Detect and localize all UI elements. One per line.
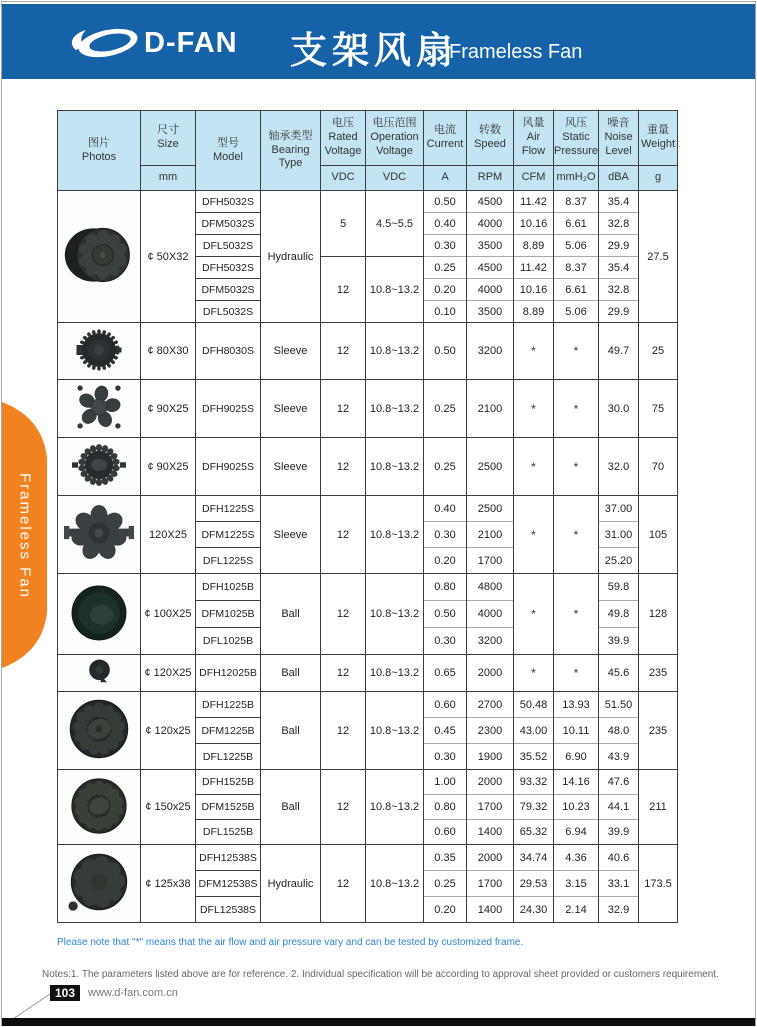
model-cell: DFH1225S [196, 496, 261, 522]
bearing-cell: Hydraulic [261, 845, 321, 923]
operation-voltage-cell: 10.8~13.2 [366, 655, 424, 692]
airflow-cell: * [514, 496, 554, 574]
airflow-cell: 11.42 [514, 257, 554, 279]
weight-cell: 211 [639, 770, 678, 845]
pressure-cell: 6.61 [554, 213, 599, 235]
model-cell: DFM1225B [196, 718, 261, 744]
current-cell: 0.40 [424, 496, 467, 522]
column-header-weight: 重量 Weight [639, 111, 678, 166]
operation-voltage-cell: 10.8~13.2 [366, 323, 424, 380]
model-cell: DFL12538S [196, 897, 261, 923]
current-cell: 0.30 [424, 522, 467, 548]
pressure-cell: * [554, 655, 599, 692]
model-cell: DFL1525B [196, 820, 261, 845]
current-cell: 0.30 [424, 235, 467, 257]
size-cell: ¢ 150x25 [141, 770, 196, 845]
table-row [58, 845, 678, 871]
model-cell: DFM5032S [196, 279, 261, 301]
round-finned-fan-photo [72, 438, 126, 492]
speed-cell: 2100 [467, 380, 514, 438]
airflow-cell: 10.16 [514, 213, 554, 235]
weight-cell: 75 [639, 380, 678, 438]
airflow-cell: 50.48 [514, 692, 554, 718]
noise-cell: 44.1 [599, 795, 639, 820]
operation-voltage-cell: 10.8~13.2 [366, 692, 424, 770]
side-tab-label: Frameless Fan [16, 472, 34, 600]
model-cell: DFM12538S [196, 871, 261, 897]
table-row [58, 380, 678, 438]
table-row [58, 191, 678, 213]
pressure-cell: * [554, 380, 599, 438]
pressure-cell: 5.06 [554, 235, 599, 257]
rated-voltage-cell: 12 [321, 655, 366, 692]
speed-cell: 1700 [467, 548, 514, 574]
brand-name: D-FAN [144, 26, 238, 59]
airflow-cell: * [514, 655, 554, 692]
operation-voltage-cell: 10.8~13.2 [366, 380, 424, 438]
model-cell: DFL5032S [196, 235, 261, 257]
page-title-en: Frameless Fan [449, 41, 583, 63]
weight-cell: 25 [639, 323, 678, 380]
airflow-cell: 34.74 [514, 845, 554, 871]
unit-air-flow: CFM [514, 166, 554, 191]
weight-cell: 235 [639, 692, 678, 770]
weight-cell: 27.5 [639, 191, 678, 323]
unit-noise-level: dBA [599, 166, 639, 191]
pressure-cell: 5.06 [554, 301, 599, 323]
dome-fan-photo [63, 577, 135, 649]
model-cell: DFH1525B [196, 770, 261, 795]
pressure-cell: * [554, 323, 599, 380]
airflow-cell: 8.89 [514, 235, 554, 257]
airflow-cell: 11.42 [514, 191, 554, 213]
rated-voltage-cell: 12 [321, 438, 366, 496]
size-cell: ¢ 120X25 [141, 655, 196, 692]
pressure-cell: 14.16 [554, 770, 599, 795]
current-cell: 1.00 [424, 770, 467, 795]
rated-voltage-cell: 12 [321, 380, 366, 438]
speed-cell: 1400 [467, 897, 514, 923]
current-cell: 0.25 [424, 438, 467, 496]
pressure-cell: 10.11 [554, 718, 599, 744]
operation-voltage-cell: 10.8~13.2 [366, 257, 424, 323]
airflow-cell: 35.52 [514, 744, 554, 770]
current-cell: 0.25 [424, 257, 467, 279]
model-cell: DFH5032S [196, 257, 261, 279]
size-cell: ¢ 120x25 [141, 692, 196, 770]
airflow-cell: * [514, 438, 554, 496]
airflow-cell: 93.32 [514, 770, 554, 795]
speed-cell: 4000 [467, 213, 514, 235]
fan-photo-cell [58, 692, 141, 770]
current-cell: 0.30 [424, 744, 467, 770]
pressure-cell: 8.37 [554, 257, 599, 279]
star-note: Please note that "*" means that the air flow and air pressure vary and can be tested by customized frame. [57, 937, 524, 948]
current-cell: 0.10 [424, 301, 467, 323]
pressure-cell: * [554, 438, 599, 496]
speed-cell: 2000 [467, 845, 514, 871]
current-cell: 0.25 [424, 871, 467, 897]
rated-voltage-cell: 12 [321, 574, 366, 655]
unit-size: mm [141, 166, 196, 191]
operation-voltage-cell: 10.8~13.2 [366, 438, 424, 496]
swirl-blade-fan-photo [62, 845, 136, 919]
speed-cell: 3500 [467, 301, 514, 323]
column-header-photos: 图片 Photos [58, 111, 141, 191]
airflow-cell: 24.30 [514, 897, 554, 923]
pressure-cell: 6.94 [554, 820, 599, 845]
current-cell: 0.35 [424, 845, 467, 871]
bearing-cell: Sleeve [261, 380, 321, 438]
noise-cell: 32.8 [599, 279, 639, 301]
operation-voltage-cell: 10.8~13.2 [366, 845, 424, 923]
pressure-cell: 6.61 [554, 279, 599, 301]
current-cell: 0.80 [424, 574, 467, 601]
column-header-bearing-type: 轴承类型 Bearing Type [261, 111, 321, 191]
speed-cell: 2000 [467, 770, 514, 795]
header-banner [2, 4, 755, 79]
rated-voltage-cell: 12 [321, 845, 366, 923]
speed-cell: 1900 [467, 744, 514, 770]
noise-cell: 45.6 [599, 655, 639, 692]
bearing-cell: Hydraulic [261, 191, 321, 323]
speed-cell: 4000 [467, 601, 514, 628]
fan-spec-table [57, 110, 678, 923]
size-cell: ¢ 80X30 [141, 323, 196, 380]
noise-cell: 35.4 [599, 191, 639, 213]
unit-operation-voltage: VDC [366, 166, 424, 191]
model-cell: DFL5032S [196, 301, 261, 323]
airflow-cell: 10.16 [514, 279, 554, 301]
airflow-cell: * [514, 574, 554, 655]
speed-cell: 1700 [467, 871, 514, 897]
website-url: www.d-fan.com.cn [88, 987, 178, 999]
weight-cell: 235 [639, 655, 678, 692]
operation-voltage-cell: 10.8~13.2 [366, 770, 424, 845]
axial-5-blade-fan-photo [72, 380, 126, 434]
side-tab [2, 402, 50, 670]
noise-cell: 40.6 [599, 845, 639, 871]
weight-cell: 128 [639, 574, 678, 655]
column-header-air-flow: 风量 Air Flow [514, 111, 554, 166]
general-note: Notes:1. The parameters listed above are for reference. 2. Individual specification will be according to approval sheet provided or customers requirement. [42, 969, 719, 980]
speed-cell: 2500 [467, 496, 514, 522]
speed-cell: 3200 [467, 323, 514, 380]
noise-cell: 35.4 [599, 257, 639, 279]
column-header-model: 型号 Model [196, 111, 261, 191]
current-cell: 0.50 [424, 323, 467, 380]
rated-voltage-cell: 12 [321, 323, 366, 380]
airflow-cell: 65.32 [514, 820, 554, 845]
pressure-cell: 2.14 [554, 897, 599, 923]
current-cell: 0.45 [424, 718, 467, 744]
model-cell: DFH9025S [196, 380, 261, 438]
noise-cell: 49.8 [599, 601, 639, 628]
speed-cell: 3500 [467, 235, 514, 257]
noise-cell: 37.00 [599, 496, 639, 522]
rated-voltage-cell: 12 [321, 257, 366, 323]
pressure-cell: 4.36 [554, 845, 599, 871]
rated-voltage-cell: 12 [321, 692, 366, 770]
airflow-cell: 8.89 [514, 301, 554, 323]
current-cell: 0.65 [424, 655, 467, 692]
unit-speed: RPM [467, 166, 514, 191]
fan-photo-cell [58, 191, 141, 323]
model-cell: DFH5032S [196, 191, 261, 213]
operation-voltage-cell: 10.8~13.2 [366, 574, 424, 655]
model-cell: DFH9025S [196, 438, 261, 496]
current-cell: 0.60 [424, 692, 467, 718]
pressure-cell: 6.90 [554, 744, 599, 770]
logo-swoosh-icon [70, 24, 142, 62]
bottom-bar [2, 1018, 755, 1026]
noise-cell: 30.0 [599, 380, 639, 438]
noise-cell: 51.50 [599, 692, 639, 718]
current-cell: 0.25 [424, 380, 467, 438]
blower-fan-photo [74, 325, 124, 375]
noise-cell: 49.7 [599, 323, 639, 380]
column-header-rated-voltage: 电压 Rated Voltage [321, 111, 366, 166]
noise-cell: 29.9 [599, 301, 639, 323]
model-cell: DFH12538S [196, 845, 261, 871]
brand-logo [70, 24, 238, 62]
fan-photo-cell [58, 438, 141, 496]
pressure-cell: 13.93 [554, 692, 599, 718]
round-fan-with-foot-photo [83, 655, 116, 688]
airflow-cell: 29.53 [514, 871, 554, 897]
column-header-current: 电流 Current [424, 111, 467, 166]
pressure-cell: 3.15 [554, 871, 599, 897]
noise-cell: 39.9 [599, 820, 639, 845]
current-cell: 0.50 [424, 601, 467, 628]
current-cell: 0.20 [424, 279, 467, 301]
large-impeller-fan-2-photo [65, 772, 133, 840]
table-row [58, 692, 678, 718]
noise-cell: 32.0 [599, 438, 639, 496]
model-cell: DFH1225B [196, 692, 261, 718]
speed-cell: 4800 [467, 574, 514, 601]
bearing-cell: Ball [261, 655, 321, 692]
page-number: 103 [50, 985, 80, 1001]
operation-voltage-cell: 10.8~13.2 [366, 496, 424, 574]
bearing-cell: Sleeve [261, 438, 321, 496]
model-cell: DFH1025B [196, 574, 261, 601]
speed-cell: 2500 [467, 438, 514, 496]
fan-photo-cell [58, 323, 141, 380]
noise-cell: 29.9 [599, 235, 639, 257]
size-cell: ¢ 90X25 [141, 380, 196, 438]
table-row [58, 496, 678, 522]
speed-cell: 2100 [467, 522, 514, 548]
noise-cell: 59.8 [599, 574, 639, 601]
current-cell: 0.20 [424, 897, 467, 923]
fan-photo-cell [58, 770, 141, 845]
noise-cell: 33.1 [599, 871, 639, 897]
current-cell: 0.60 [424, 820, 467, 845]
noise-cell: 48.0 [599, 718, 639, 744]
column-header-size: 尺寸 Size [141, 111, 196, 166]
speed-cell: 3200 [467, 628, 514, 655]
bearing-cell: Sleeve [261, 323, 321, 380]
model-cell: DFM1225S [196, 522, 261, 548]
table-row [58, 438, 678, 496]
model-cell: DFL1225S [196, 548, 261, 574]
unit-static-pressure: mmH₂O [554, 166, 599, 191]
current-cell: 0.80 [424, 795, 467, 820]
size-cell: ¢ 100X25 [141, 574, 196, 655]
weight-cell: 105 [639, 496, 678, 574]
speed-cell: 4000 [467, 279, 514, 301]
column-header-speed: 转数 Speed [467, 111, 514, 166]
speed-cell: 1700 [467, 795, 514, 820]
column-header-static-pressure: 风压 Static Pressure [554, 111, 599, 166]
rated-voltage-cell: 12 [321, 496, 366, 574]
speed-cell: 4500 [467, 191, 514, 213]
table-row [58, 323, 678, 380]
page-title-cn: 支架风扇 [290, 30, 458, 71]
noise-cell: 31.00 [599, 522, 639, 548]
model-cell: DFH8030S [196, 323, 261, 380]
pressure-cell: * [554, 574, 599, 655]
noise-cell: 39.9 [599, 628, 639, 655]
speed-cell: 2700 [467, 692, 514, 718]
centrifugal-drum-fan-photo [61, 217, 137, 293]
size-cell: ¢ 50X32 [141, 191, 196, 323]
bearing-cell: Ball [261, 692, 321, 770]
model-cell: DFM5032S [196, 213, 261, 235]
rated-voltage-cell: 12 [321, 770, 366, 845]
weight-cell: 173.5 [639, 845, 678, 923]
model-cell: DFM1525B [196, 795, 261, 820]
column-header-operation-voltage: 电压范围 Operation Voltage [366, 111, 424, 166]
rated-voltage-cell: 5 [321, 191, 366, 257]
bearing-cell: Ball [261, 770, 321, 845]
model-cell: DFL1225B [196, 744, 261, 770]
current-cell: 0.20 [424, 548, 467, 574]
airflow-cell: * [514, 323, 554, 380]
fan-photo-cell [58, 380, 141, 438]
large-impeller-fan-photo [63, 693, 135, 765]
model-cell: DFH12025B [196, 655, 261, 692]
bearing-cell: Ball [261, 574, 321, 655]
unit-current: A [424, 166, 467, 191]
current-cell: 0.30 [424, 628, 467, 655]
current-cell: 0.40 [424, 213, 467, 235]
table-row [58, 574, 678, 601]
table-row [58, 770, 678, 795]
size-cell: 120X25 [141, 496, 196, 574]
noise-cell: 32.8 [599, 213, 639, 235]
pressure-cell: * [554, 496, 599, 574]
pressure-cell: 10.23 [554, 795, 599, 820]
unit-rated-voltage: VDC [321, 166, 366, 191]
size-cell: ¢ 125x38 [141, 845, 196, 923]
noise-cell: 43.9 [599, 744, 639, 770]
model-cell: DFM1025B [196, 601, 261, 628]
fan-photo-cell [58, 574, 141, 655]
size-cell: ¢ 90X25 [141, 438, 196, 496]
bearing-cell: Sleeve [261, 496, 321, 574]
axial-7-blade-fan-photo [64, 498, 134, 568]
unit-weight: g [639, 166, 678, 191]
airflow-cell: * [514, 380, 554, 438]
speed-cell: 2000 [467, 655, 514, 692]
noise-cell: 32.9 [599, 897, 639, 923]
table-row [58, 655, 678, 692]
airflow-cell: 79.32 [514, 795, 554, 820]
speed-cell: 4500 [467, 257, 514, 279]
model-cell: DFL1025B [196, 628, 261, 655]
fan-photo-cell [58, 496, 141, 574]
airflow-cell: 43.00 [514, 718, 554, 744]
speed-cell: 1400 [467, 820, 514, 845]
noise-cell: 47.6 [599, 770, 639, 795]
fan-photo-cell [58, 655, 141, 692]
pressure-cell: 8.37 [554, 191, 599, 213]
current-cell: 0.50 [424, 191, 467, 213]
fan-photo-cell [58, 845, 141, 923]
speed-cell: 2300 [467, 718, 514, 744]
noise-cell: 25.20 [599, 548, 639, 574]
weight-cell: 70 [639, 438, 678, 496]
column-header-noise-level: 噪音 Noise Level [599, 111, 639, 166]
operation-voltage-cell: 4.5~5.5 [366, 191, 424, 257]
